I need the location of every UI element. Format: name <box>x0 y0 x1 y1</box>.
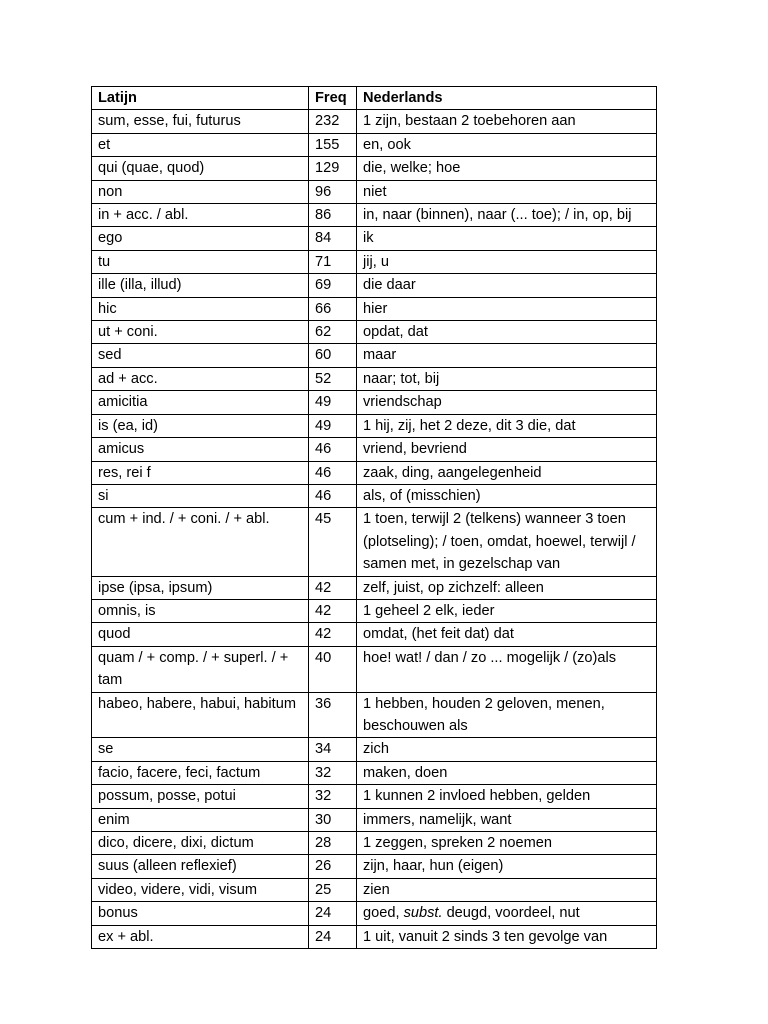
cell-dutch: die, welke; hoe <box>357 157 657 180</box>
cell-freq: 25 <box>309 878 357 901</box>
table-row <box>92 738 657 761</box>
table-row <box>92 297 657 320</box>
cell-latin: video, videre, vidi, visum <box>92 878 309 901</box>
cell-dutch <box>357 902 657 925</box>
cell-latin: ad + acc. <box>92 367 309 390</box>
cell-freq: 96 <box>309 180 357 203</box>
table-row <box>92 250 657 273</box>
cell-dutch: vriendschap <box>357 391 657 414</box>
cell-freq: 34 <box>309 738 357 761</box>
table-row <box>92 321 657 344</box>
cell-dutch: zelf, juist, op zichzelf: alleen <box>357 576 657 599</box>
table-row <box>92 367 657 390</box>
table-row <box>92 461 657 484</box>
table-row <box>92 344 657 367</box>
cell-freq: 66 <box>309 297 357 320</box>
cell-dutch: en, ook <box>357 133 657 156</box>
cell-dutch: maken, doen <box>357 761 657 784</box>
cell-latin: in + acc. / abl. <box>92 204 309 227</box>
cell-latin: res, rei f <box>92 461 309 484</box>
table-row <box>92 133 657 156</box>
table-row <box>92 878 657 901</box>
cell-latin: dico, dicere, dixi, dictum <box>92 832 309 855</box>
cell-latin: ego <box>92 227 309 250</box>
table-row <box>92 785 657 808</box>
cell-dutch: die daar <box>357 274 657 297</box>
cell-dutch: 1 hebben, houden 2 geloven, menen, beschouwen als <box>357 692 657 738</box>
cell-dutch: als, of (misschien) <box>357 484 657 507</box>
table-header-row <box>92 87 657 110</box>
cell-latin: enim <box>92 808 309 831</box>
table-row <box>92 576 657 599</box>
cell-latin: quod <box>92 623 309 646</box>
cell-latin: sed <box>92 344 309 367</box>
table-body <box>92 110 657 949</box>
cell-latin: se <box>92 738 309 761</box>
table-row <box>92 808 657 831</box>
cell-freq: 49 <box>309 414 357 437</box>
table-row <box>92 508 657 576</box>
cell-dutch: ik <box>357 227 657 250</box>
cell-freq: 62 <box>309 321 357 344</box>
table-row <box>92 227 657 250</box>
table-row <box>92 832 657 855</box>
cell-freq: 86 <box>309 204 357 227</box>
cell-dutch: jij, u <box>357 250 657 273</box>
table-row <box>92 180 657 203</box>
cell-freq: 40 <box>309 646 357 692</box>
cell-dutch: zaak, ding, aangelegenheid <box>357 461 657 484</box>
table-row <box>92 925 657 948</box>
cell-dutch: niet <box>357 180 657 203</box>
cell-freq: 28 <box>309 832 357 855</box>
cell-freq: 32 <box>309 761 357 784</box>
cell-freq: 42 <box>309 623 357 646</box>
cell-dutch: in, naar (binnen), naar (... toe); / in, op, bij <box>357 204 657 227</box>
cell-dutch: zijn, haar, hun (eigen) <box>357 855 657 878</box>
table-row <box>92 110 657 133</box>
table-row <box>92 414 657 437</box>
cell-freq: 32 <box>309 785 357 808</box>
cell-freq: 36 <box>309 692 357 738</box>
cell-dutch: 1 zeggen, spreken 2 noemen <box>357 832 657 855</box>
cell-freq: 42 <box>309 599 357 622</box>
table-row <box>92 623 657 646</box>
cell-dutch: vriend, bevriend <box>357 438 657 461</box>
cell-freq: 30 <box>309 808 357 831</box>
cell-freq: 24 <box>309 925 357 948</box>
table-row <box>92 484 657 507</box>
cell-dutch: 1 zijn, bestaan 2 toebehoren aan <box>357 110 657 133</box>
cell-latin: et <box>92 133 309 156</box>
cell-latin: bonus <box>92 902 309 925</box>
cell-freq: 45 <box>309 508 357 576</box>
cell-freq: 52 <box>309 367 357 390</box>
cell-freq: 69 <box>309 274 357 297</box>
cell-latin: amicus <box>92 438 309 461</box>
table-row <box>92 438 657 461</box>
table-row <box>92 692 657 738</box>
cell-dutch: zien <box>357 878 657 901</box>
cell-freq: 232 <box>309 110 357 133</box>
cell-dutch: immers, namelijk, want <box>357 808 657 831</box>
cell-latin: ut + coni. <box>92 321 309 344</box>
header-dutch: Nederlands <box>357 87 657 110</box>
cell-latin: cum + ind. / + coni. / + abl. <box>92 508 309 576</box>
header-freq: Freq <box>309 87 357 110</box>
cell-latin: quam / + comp. / + superl. / + tam <box>92 646 309 692</box>
cell-freq: 129 <box>309 157 357 180</box>
cell-latin: non <box>92 180 309 203</box>
cell-dutch: naar; tot, bij <box>357 367 657 390</box>
cell-dutch: omdat, (het feit dat) dat <box>357 623 657 646</box>
cell-latin: qui (quae, quod) <box>92 157 309 180</box>
table-row <box>92 902 657 925</box>
cell-freq: 155 <box>309 133 357 156</box>
cell-freq: 26 <box>309 855 357 878</box>
cell-dutch: maar <box>357 344 657 367</box>
table-row <box>92 157 657 180</box>
cell-freq: 24 <box>309 902 357 925</box>
cell-latin: hic <box>92 297 309 320</box>
cell-latin: ipse (ipsa, ipsum) <box>92 576 309 599</box>
cell-freq: 46 <box>309 438 357 461</box>
vocabulary-table <box>91 86 657 949</box>
cell-latin: si <box>92 484 309 507</box>
cell-latin: ille (illa, illud) <box>92 274 309 297</box>
cell-dutch: opdat, dat <box>357 321 657 344</box>
cell-dutch: 1 kunnen 2 invloed hebben, gelden <box>357 785 657 808</box>
table-row <box>92 761 657 784</box>
cell-dutch-emphasis: subst. <box>403 905 443 922</box>
cell-dutch: 1 toen, terwijl 2 (telkens) wanneer 3 toen (plotseling); / toen, omdat, hoewel, terwijl / samen met, in gezelschap van <box>357 508 657 576</box>
cell-freq: 71 <box>309 250 357 273</box>
cell-dutch: zich <box>357 738 657 761</box>
cell-latin: facio, facere, feci, factum <box>92 761 309 784</box>
cell-latin: tu <box>92 250 309 273</box>
cell-latin: sum, esse, fui, futurus <box>92 110 309 133</box>
cell-latin: suus (alleen reflexief) <box>92 855 309 878</box>
cell-freq: 46 <box>309 484 357 507</box>
cell-dutch: 1 geheel 2 elk, ieder <box>357 599 657 622</box>
cell-latin: habeo, habere, habui, habitum <box>92 692 309 738</box>
cell-dutch-text-after: deugd, voordeel, nut <box>442 905 580 922</box>
table-row <box>92 274 657 297</box>
header-latin: Latijn <box>92 87 309 110</box>
cell-freq: 60 <box>309 344 357 367</box>
cell-freq: 84 <box>309 227 357 250</box>
cell-latin: amicitia <box>92 391 309 414</box>
cell-latin: possum, posse, potui <box>92 785 309 808</box>
cell-latin: is (ea, id) <box>92 414 309 437</box>
cell-freq: 42 <box>309 576 357 599</box>
cell-dutch-text: goed, <box>363 905 404 922</box>
cell-latin: ex + abl. <box>92 925 309 948</box>
cell-latin: omnis, is <box>92 599 309 622</box>
table-row <box>92 646 657 692</box>
table-row <box>92 391 657 414</box>
cell-dutch: 1 uit, vanuit 2 sinds 3 ten gevolge van <box>357 925 657 948</box>
cell-dutch: hoe! wat! / dan / zo ... mogelijk / (zo)als <box>357 646 657 692</box>
table-row <box>92 855 657 878</box>
cell-dutch: 1 hij, zij, het 2 deze, dit 3 die, dat <box>357 414 657 437</box>
cell-dutch: hier <box>357 297 657 320</box>
cell-freq: 46 <box>309 461 357 484</box>
table-row <box>92 599 657 622</box>
cell-freq: 49 <box>309 391 357 414</box>
table-row <box>92 204 657 227</box>
